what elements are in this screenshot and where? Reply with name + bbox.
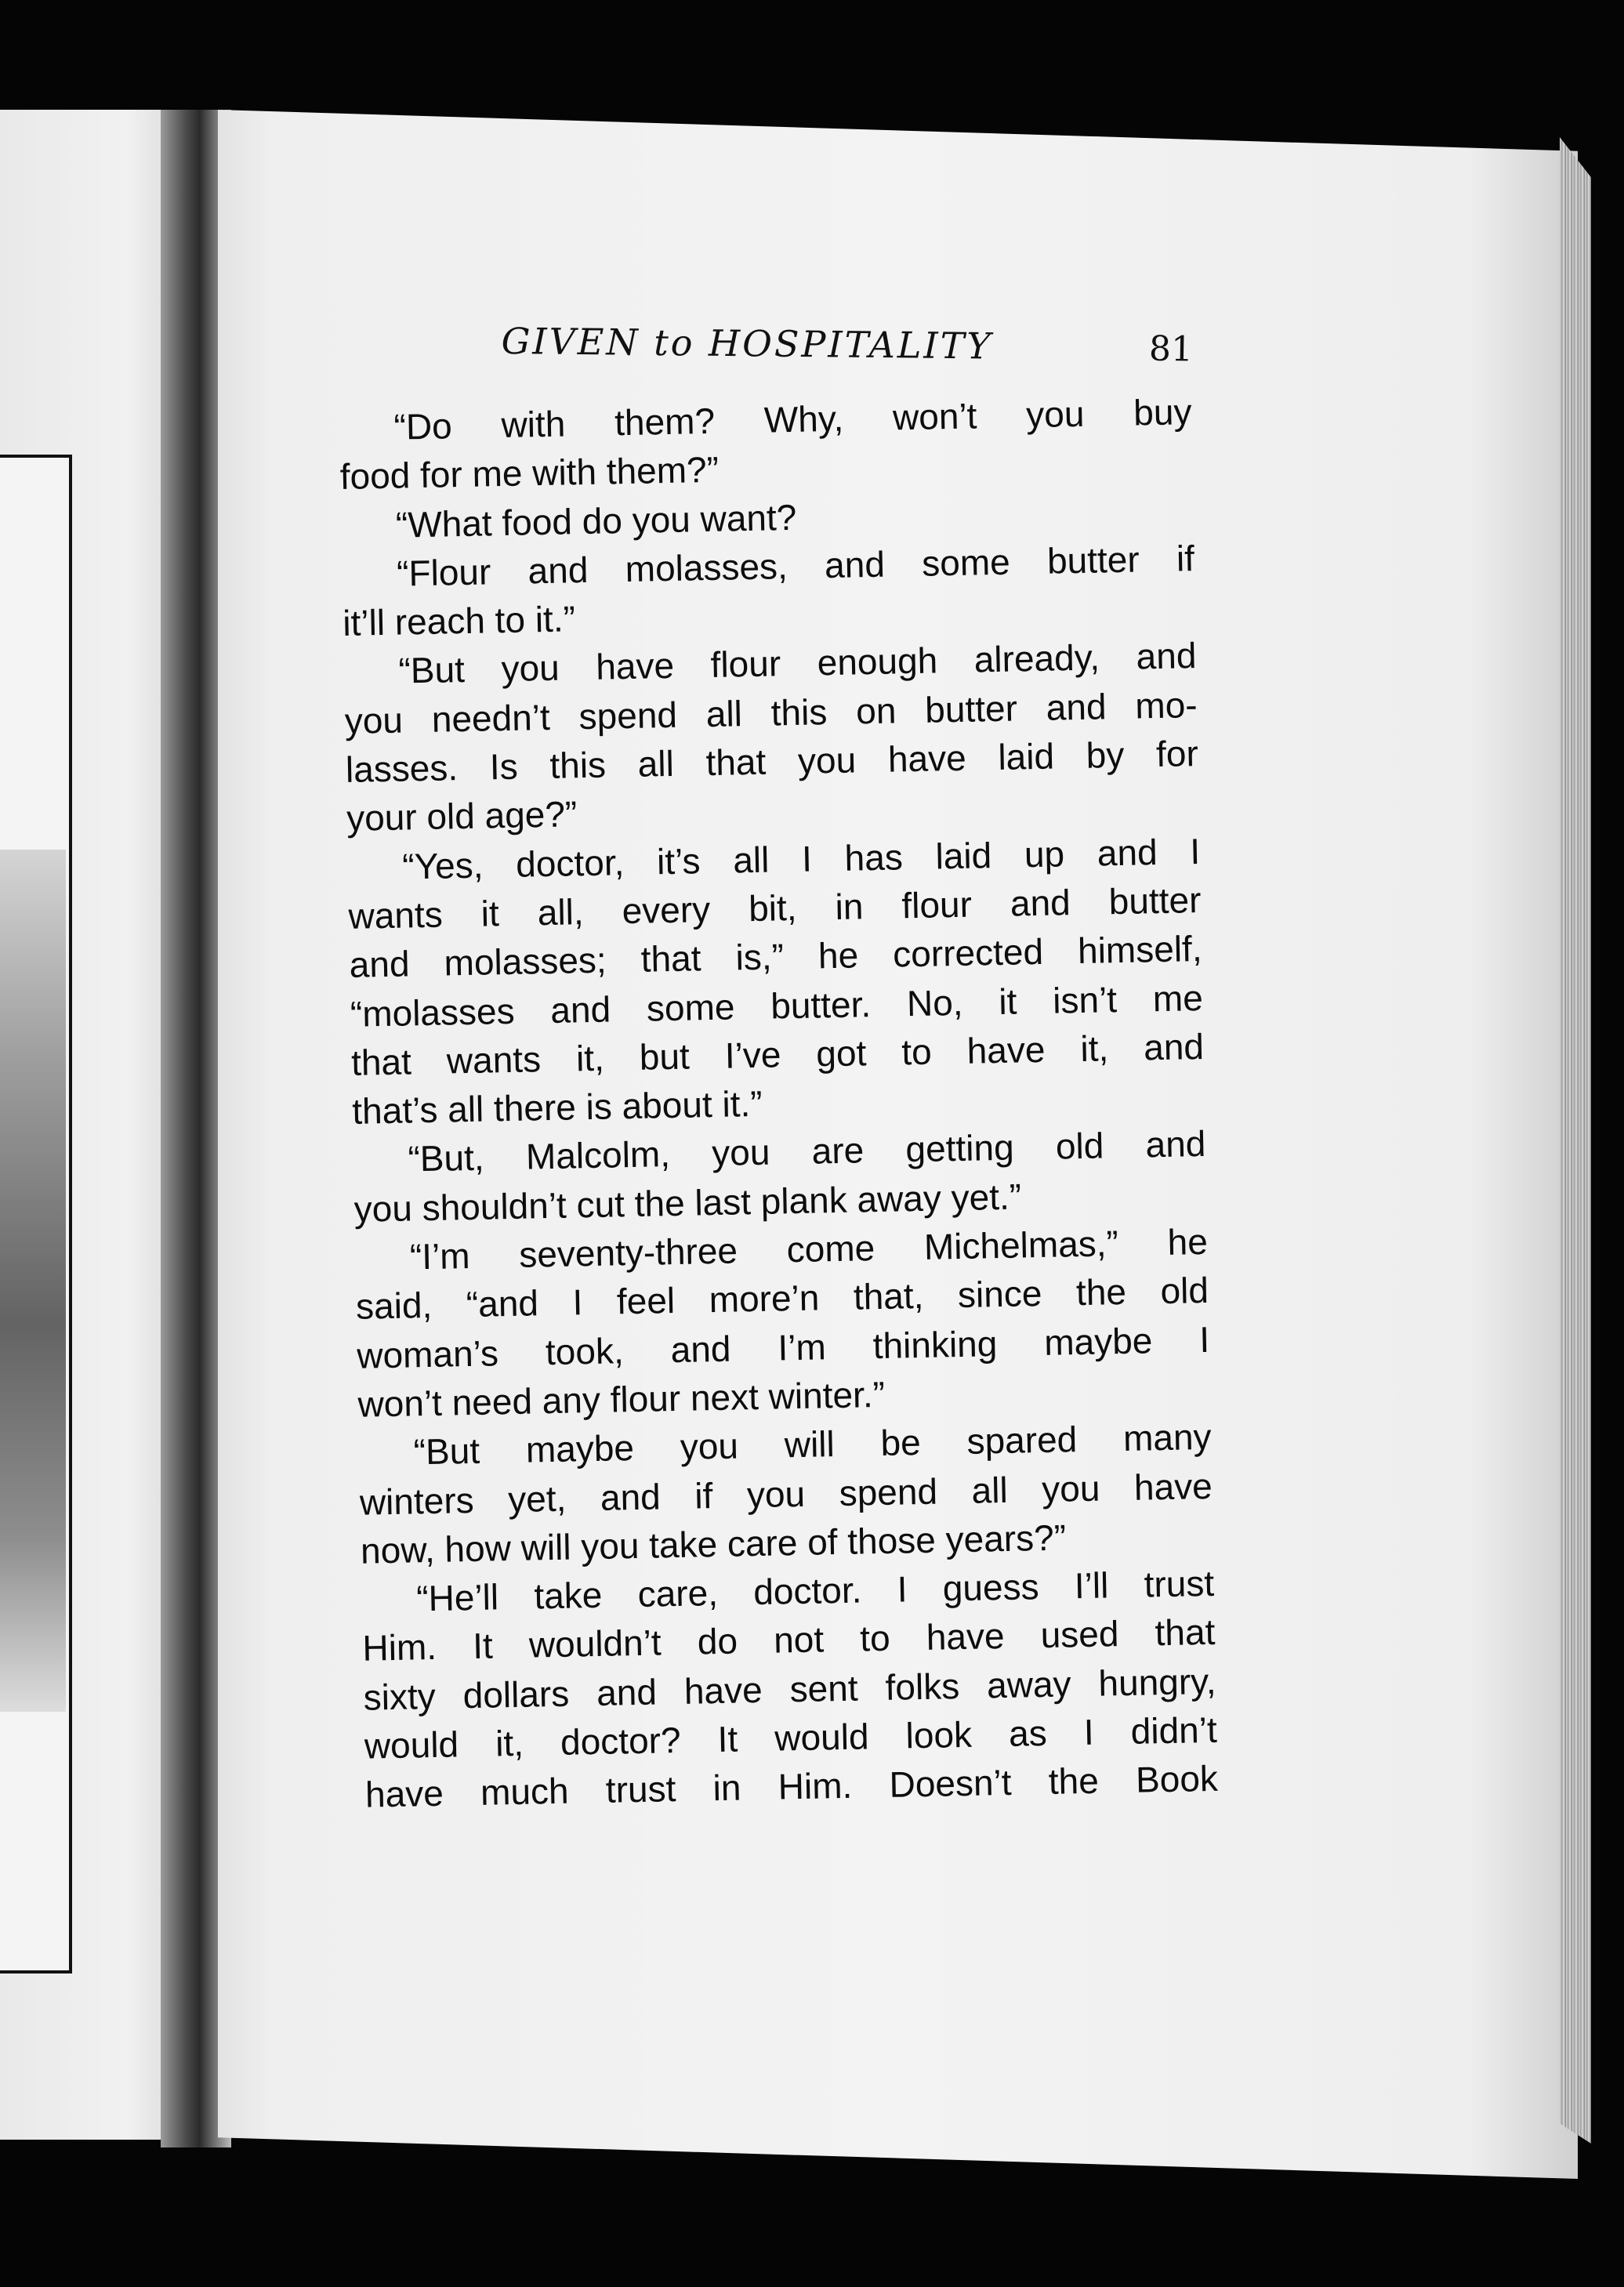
text-line: lasses. Is this all that you have laid by for bbox=[345, 733, 1199, 790]
page-number: 81 bbox=[1148, 328, 1194, 370]
text-line: have much trust in Him. Doesn’t the Book bbox=[364, 1758, 1219, 1815]
text-line: “But maybe you will be spared many bbox=[413, 1416, 1213, 1473]
text-line: winters yet, and if you spend all you have bbox=[359, 1465, 1213, 1523]
plate-frame bbox=[0, 455, 72, 1973]
text-line: won’t need any flour next winter.” bbox=[357, 1373, 886, 1425]
text-line: “Do with them? Why, won’t you buy bbox=[393, 391, 1192, 448]
text-line: would it, doctor? It would look as I didn’t bbox=[364, 1709, 1218, 1767]
text-line: “Flour and molasses, and some butter if bbox=[396, 537, 1195, 594]
running-head: GIVEN to HOSPITALITY bbox=[501, 320, 993, 368]
text-line: it’ll reach to it.” bbox=[342, 598, 576, 644]
text-line: “What food do you want? bbox=[395, 496, 797, 545]
text-line: your old age?” bbox=[346, 793, 578, 839]
illustration-plate bbox=[0, 850, 66, 1712]
page-edges bbox=[1560, 137, 1591, 2144]
text-line: wants it all, every bit, in flour and butter bbox=[348, 879, 1202, 937]
text-line: food for me with them?” bbox=[339, 449, 720, 498]
text-line: “But you have flour enough already, and bbox=[398, 635, 1197, 692]
text-line: now, how will you take care of those years?” bbox=[360, 1517, 1067, 1571]
text-line: Him. It wouldn’t do not to have used that bbox=[361, 1611, 1216, 1669]
text-line: you needn’t spend all this on butter and mo- bbox=[344, 683, 1198, 741]
text-line: that wants it, but I’ve got to have it, and bbox=[350, 1025, 1205, 1083]
text-line: “molasses and some butter. No, it isn’t me bbox=[350, 977, 1204, 1035]
text-line: “I’m seventy-three come Michelmas,” he bbox=[409, 1220, 1209, 1278]
text-line: “He’ll take care, doctor. I guess I’ll trust bbox=[415, 1562, 1215, 1619]
text-line: you shouldn’t cut the last plank away yet.” bbox=[353, 1176, 1022, 1230]
text-line: woman’s took, and I’m thinking maybe I bbox=[356, 1318, 1210, 1376]
text-line: that’s all there is about it.” bbox=[351, 1082, 763, 1132]
body-text bbox=[339, 387, 1218, 1819]
text-line: and molasses; that is,” he corrected himself, bbox=[349, 928, 1203, 986]
text-line: said, “and I feel more’n that, since the old bbox=[355, 1270, 1209, 1328]
text-line: “But, Malcolm, you are getting old and bbox=[408, 1123, 1206, 1180]
text-line: “Yes, doctor, it’s all I has laid up and I bbox=[401, 830, 1201, 887]
text-line: sixty dollars and have sent folks away hungry, bbox=[363, 1660, 1216, 1718]
